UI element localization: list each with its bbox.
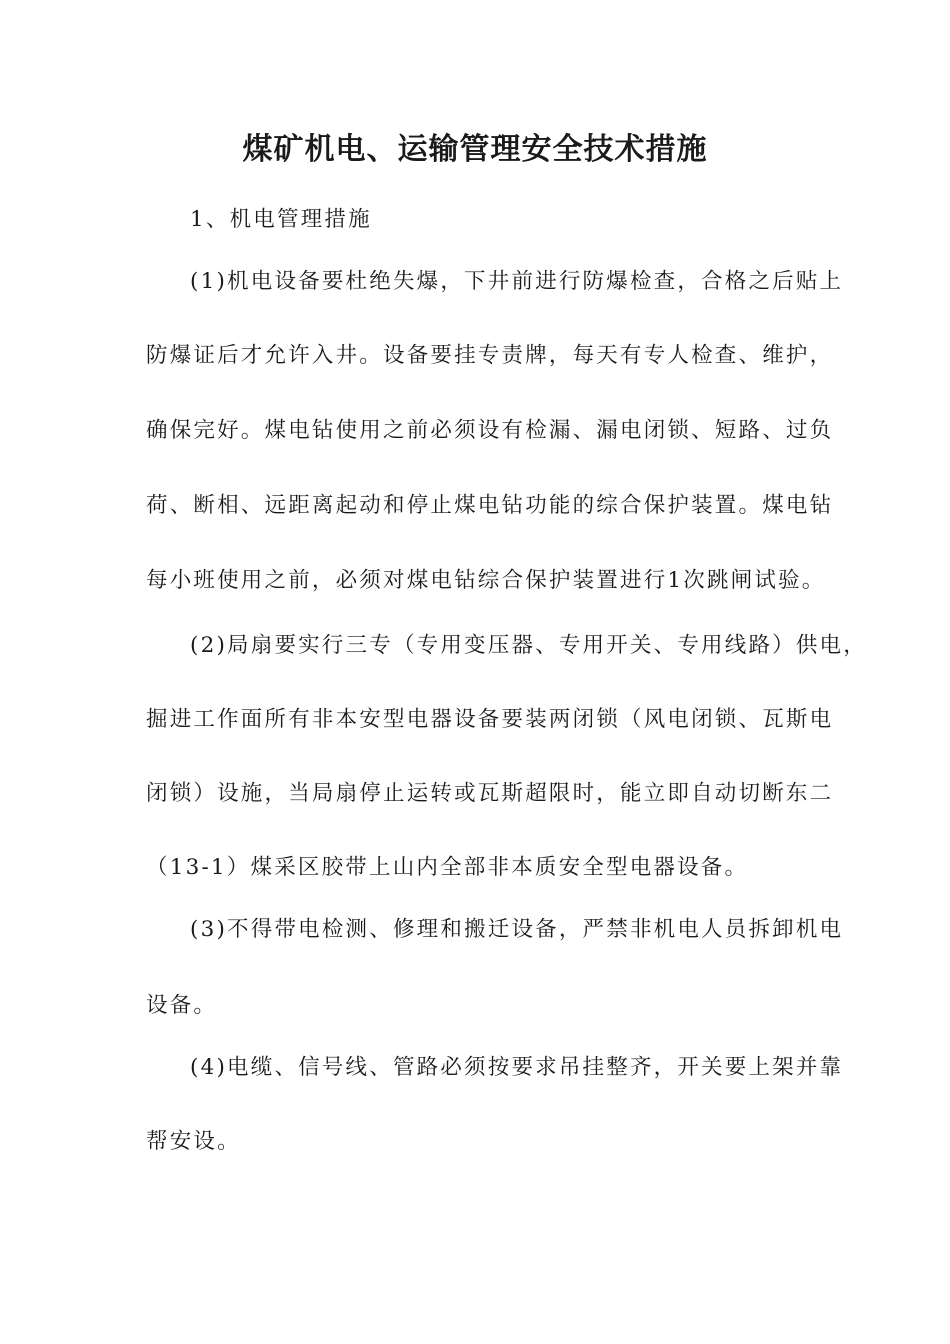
paragraph-3-line-2: 设备。 <box>146 993 218 1018</box>
paragraph-1-line-5: 每小班使用之前，必须对煤电钻综合保护装置进行1次跳闸试验。 <box>146 568 826 593</box>
paragraph-2-line-2: 掘进工作面所有非本安型电器设备要装两闭锁（风电闭锁、瓦斯电 <box>146 707 834 732</box>
paragraph-2-line-3: 闭锁）设施，当局扇停止运转或瓦斯超限时，能立即自动切断东二 <box>146 781 834 806</box>
document-title: 煤矿机电、运输管理安全技术措施 <box>242 132 708 167</box>
paragraph-2-line-4: （13-1）煤采区胶带上山内全部非本质安全型电器设备。 <box>146 855 749 880</box>
paragraph-4-line-2: 帮安设。 <box>146 1129 241 1154</box>
section-heading: 1、机电管理措施 <box>190 207 372 232</box>
paragraph-1-line-2: 防爆证后才允许入井。设备要挂专责牌，每天有专人检查、维护， <box>146 343 834 368</box>
paragraph-1-line-1: (1)机电设备要杜绝失爆，下井前进行防爆检查，合格之后贴上 <box>190 269 844 294</box>
paragraph-1-line-4: 荷、断相、远距离起动和停止煤电钻功能的综合保护装置。煤电钻 <box>146 493 834 518</box>
paragraph-3-line-1: (3)不得带电检测、修理和搬迁设备，严禁非机电人员拆卸机电 <box>190 917 844 942</box>
paragraph-2-line-1: (2)局扇要实行三专（专用变压器、专用开关、专用线路）供电， <box>190 633 867 658</box>
paragraph-4-line-1: (4)电缆、信号线、管路必须按要求吊挂整齐，开关要上架并靠 <box>190 1055 844 1080</box>
paragraph-1-line-3: 确保完好。煤电钻使用之前必须设有检漏、漏电闭锁、短路、过负 <box>146 418 834 443</box>
